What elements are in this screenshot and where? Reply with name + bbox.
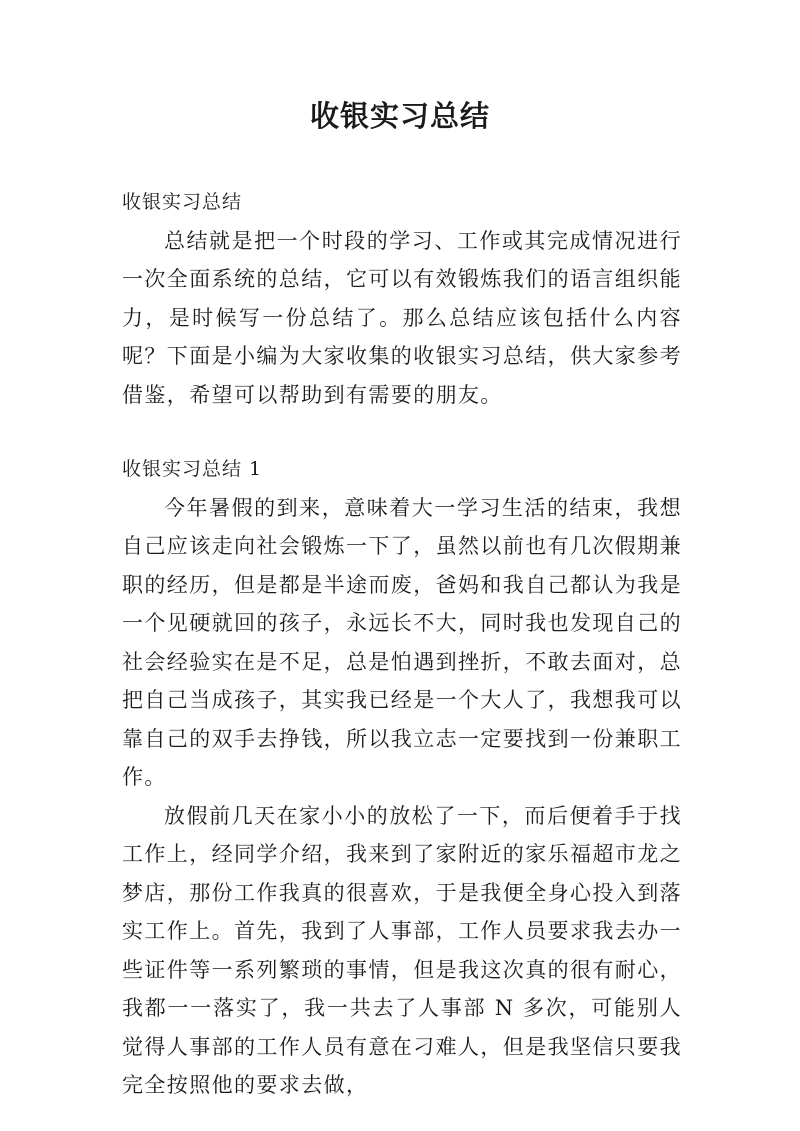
section-1-paragraph-1: 今年暑假的到来，意味着大一学习生活的结束，我想自己应该走向社会锻炼一下了，虽然以前也有几次假期兼职的经历，但是都是半途而废，爸妈和我自己都认为我是一个见硬就回的孩子，永远长不大，同时我也发现自己的社会经验实在是不足，总是怕遇到挫折，不敢去面对，总把自己当成孩子，其实我已经是一个大人了，我想我可以靠自己的双手去挣钱，所以我立志一定要找到一份兼职工作。 bbox=[122, 495, 682, 789]
section-1-heading: 收银实习总结 1 bbox=[122, 458, 263, 480]
section-1-paragraph-2: 放假前几天在家小小的放松了一下，而后便着手于找工作上，经同学介绍，我来到了家附近的家乐福超市龙之梦店，那份工作我真的很喜欢，于是我便全身心投入到落实工作上。首先，我到了人事部，工作人员要求我去办一些证件等一系列繁琐的事情，但是我这次真的很有耐心，我都一一落实了，我一共去了人事部 N 多次，可能别人觉得人事部的工作人员有意在刁难人，但是我坚信只要我完全按照他的要求去做， bbox=[122, 803, 682, 1097]
intro-section bbox=[122, 183, 682, 414]
intro-paragraph: 总结就是把一个时段的学习、工作或其完成情况进行一次全面系统的总结，它可以有效锻炼我们的语言组织能力，是时候写一份总结了。那么总结应该包括什么内容呢？下面是小编为大家收集的收银实习总结，供大家参考借鉴，希望可以帮助到有需要的朋友。 bbox=[122, 228, 682, 407]
document-title: 收银实习总结 bbox=[309, 99, 490, 133]
section-1 bbox=[122, 450, 682, 1105]
intro-heading: 收银实习总结 bbox=[122, 191, 243, 213]
